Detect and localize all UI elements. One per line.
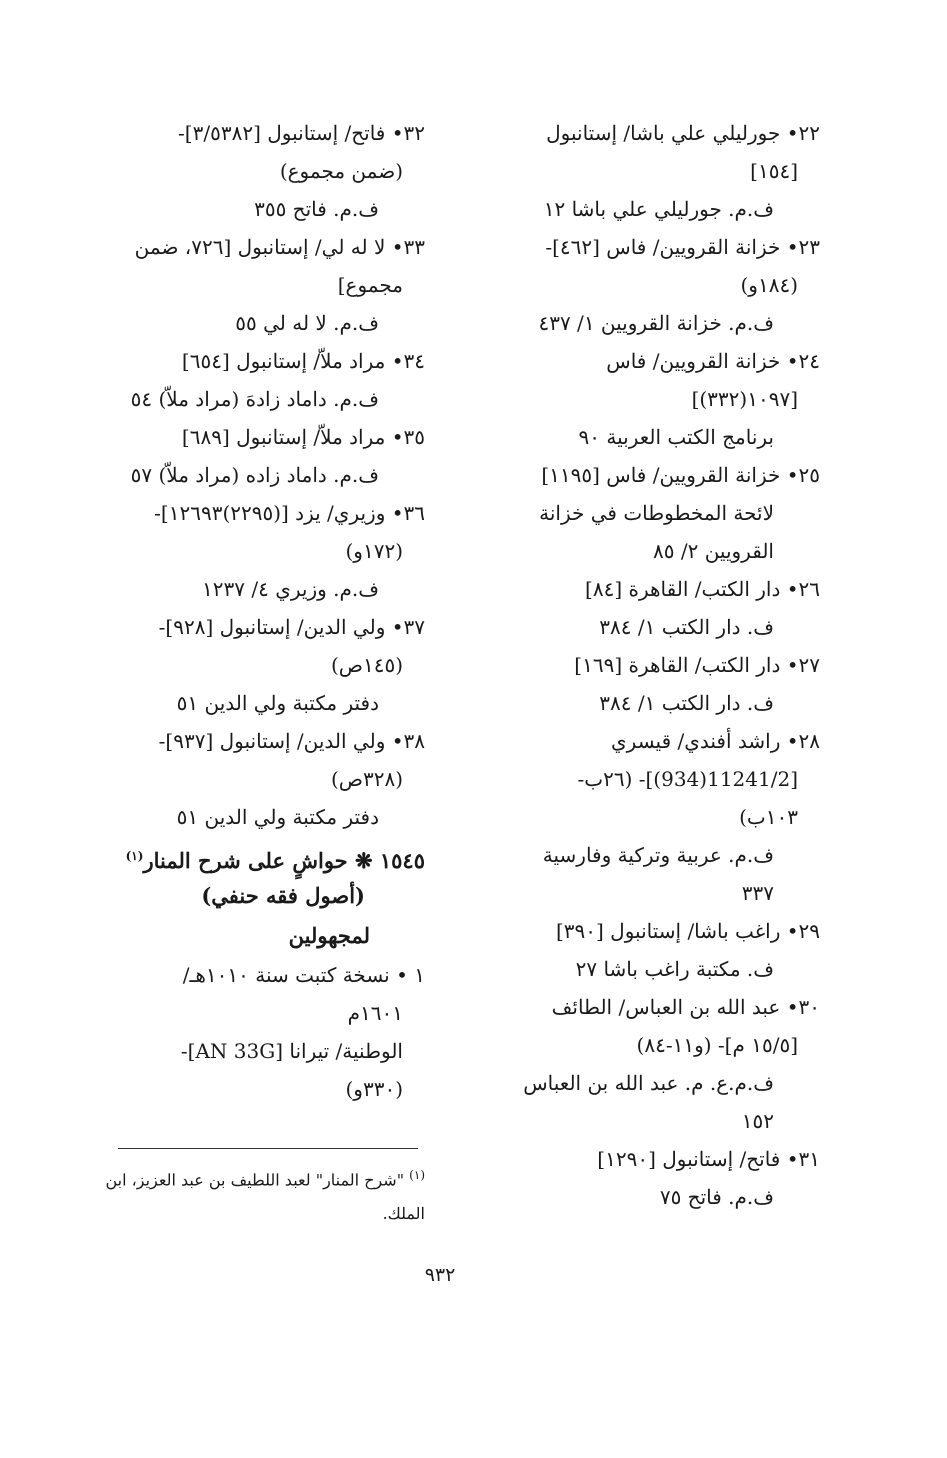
manuscript-entry-37 <box>80 608 425 722</box>
entry-line: [١٥/٥ م]- (و١١-٨٤) <box>636 1033 798 1057</box>
section-title-text: ١٥٤٥ ❋ حواشٍ على شرح المنار <box>143 848 425 873</box>
manuscript-entry-26 <box>470 570 820 646</box>
entry-line: ١٦٠١م <box>347 1001 403 1025</box>
entry-line: (١٧٢و) <box>345 539 403 563</box>
entry-reference: دفتر مكتبة ولي الدين ٥١ <box>176 805 379 829</box>
entry-reference: القرويين ٢/ ٨٥ <box>653 539 774 563</box>
entry-line: ١٠٣ب) <box>739 805 798 829</box>
entry-line: الوطنية/ تيرانا [AN 33G]- <box>180 1039 403 1063</box>
manuscript-entry-38 <box>80 722 425 836</box>
section-title <box>80 836 425 876</box>
manuscript-entry-29 <box>470 912 820 988</box>
manuscript-entry-32 <box>80 114 425 228</box>
manuscript-entry-24 <box>470 342 820 456</box>
entry-reference: ١٥٢ <box>741 1109 774 1133</box>
left-column <box>80 114 425 1108</box>
entry-reference: ف.م. خزانة القرويين ١/ ٤٣٧ <box>538 311 774 335</box>
entry-line: ٢٣• خزانة القرويين/ فاس [٤٦٢]- <box>545 235 820 259</box>
footnote-divider <box>118 1148 418 1149</box>
manuscript-entry-25 <box>470 456 820 570</box>
entry-reference: ف. مكتبة راغب باشا ٢٧ <box>575 957 774 981</box>
entry-reference: ف.م. فاتح ٧٥ <box>659 1185 774 1209</box>
page-number: ٩٣٢ <box>424 1264 456 1286</box>
entry-line: ٣٥• مراد ملاّ/ إستانبول [٦٨٩] <box>181 425 425 449</box>
entry-reference: ف.م. فاتح ٣٥٥ <box>254 197 379 221</box>
entry-line: ٣٨• ولي الدين/ إستانبول [٩٣٧]- <box>158 729 425 753</box>
entry-line: ٢٩• راغب باشا/ إستانبول [٣٩٠] <box>555 919 820 943</box>
entry-line: (٣٢٨ص) <box>330 767 403 791</box>
entry-line: ٣٦• وزيري/ يزد [(٢٢٩٥)١٢٦٩٣]- <box>154 501 425 525</box>
entry-line: ٣١• فاتح/ إستانبول [١٢٩٠] <box>597 1147 820 1171</box>
entry-reference: ف.م.ع. م. عبد الله بن العباس <box>523 1071 774 1095</box>
manuscript-entry-31 <box>470 1140 820 1216</box>
manuscript-entry-1 <box>80 956 425 1108</box>
entry-line: (١٤٥ص) <box>330 653 403 677</box>
entry-line: ٣٤• مراد ملاّ/ إستانبول [٦٥٤] <box>181 349 425 373</box>
entry-reference: برنامج الكتب العربية ٩٠ <box>578 425 774 449</box>
entry-reference: ف.م. داماد زادهَ (مراد ملاّ) ٥٤ <box>130 387 379 411</box>
manuscript-entry-33 <box>80 228 425 342</box>
entry-line: (ضمن مجموع) <box>279 159 403 183</box>
entry-line: ٣٣• لا له لي/ إستانبول [٧٢٦، ضمن <box>134 235 425 259</box>
entry-reference: لائحة المخطوطات في خزانة <box>539 501 774 525</box>
entry-reference: ف.م. لا له لي ٥٥ <box>235 311 379 335</box>
entry-reference: ف.م. عربية وتركية وفارسية <box>542 843 774 867</box>
manuscript-entry-35 <box>80 418 425 494</box>
entry-line: [١٥٤] <box>750 159 798 183</box>
manuscript-entry-36 <box>80 494 425 608</box>
entry-reference: ف. دار الكتب ١/ ٣٨٤ <box>599 615 774 639</box>
entry-line: (٣٣٠و) <box>345 1077 403 1101</box>
manuscript-entry-23 <box>470 228 820 342</box>
section-subtitle: (أصول فقه حنفي) <box>201 883 365 908</box>
footnote-marker: (١) <box>409 1168 425 1182</box>
entry-line: ٢٢• جورليلي علي باشا/ إستانبول <box>546 121 820 145</box>
footnote-text: "شرح المنار" لعبد اللطيف بن عبد العزيز، ابن الملك. <box>105 1170 425 1224</box>
entry-reference: ف.م. داماد زاده (مراد ملاّ) ٥٧ <box>130 463 379 487</box>
manuscript-entry-22 <box>470 114 820 228</box>
entry-line: مجموع] <box>337 273 403 297</box>
entry-line: ٢٧• دار الكتب/ القاهرة [١٦٩] <box>574 653 820 677</box>
manuscript-entry-30 <box>470 988 820 1140</box>
entry-line: ٢٨• راشد أفندي/ قيسري <box>611 729 820 753</box>
entry-line: [11241/2(934)]- (٢٦ب- <box>577 767 798 791</box>
entry-reference: ف.م. جورليلي علي باشا ١٢ <box>543 197 774 221</box>
entry-line: ٢٥• خزانة القرويين/ فاس [١١٩٥] <box>541 463 820 487</box>
entry-line: ١ • نسخة كتبت سنة ١٠١٠هـ/ <box>182 963 425 987</box>
entry-reference: ف.م. وزيري ٤/ ١٢٣٧ <box>202 577 379 601</box>
entry-reference: ف. دار الكتب ١/ ٣٨٤ <box>599 691 774 715</box>
entry-line: ٣٧• ولي الدين/ إستانبول [٩٢٨]- <box>158 615 425 639</box>
manuscript-entry-28 <box>470 722 820 912</box>
section-author: لمجهولين <box>288 923 370 948</box>
entry-reference: ٣٣٧ <box>741 881 774 905</box>
entry-line: (١٨٤و) <box>740 273 798 297</box>
right-column <box>470 114 820 1216</box>
entry-line: [١٠٩٧(٣٣٢)] <box>691 387 798 411</box>
footnote <box>80 1158 425 1231</box>
entry-line: ٣٠• عبد الله بن العباس/ الطائف <box>551 995 820 1019</box>
entry-line: ٢٤• خزانة القرويين/ فاس <box>606 349 820 373</box>
entry-reference: دفتر مكتبة ولي الدين ٥١ <box>176 691 379 715</box>
footnote-marker: (١) <box>125 849 144 863</box>
manuscript-entry-27 <box>470 646 820 722</box>
manuscript-entry-34 <box>80 342 425 418</box>
entry-line: ٢٦• دار الكتب/ القاهرة [٨٤] <box>585 577 820 601</box>
entry-line: ٣٢• فاتح/ إستانبول [٣/٥٣٨٢]- <box>178 121 425 145</box>
